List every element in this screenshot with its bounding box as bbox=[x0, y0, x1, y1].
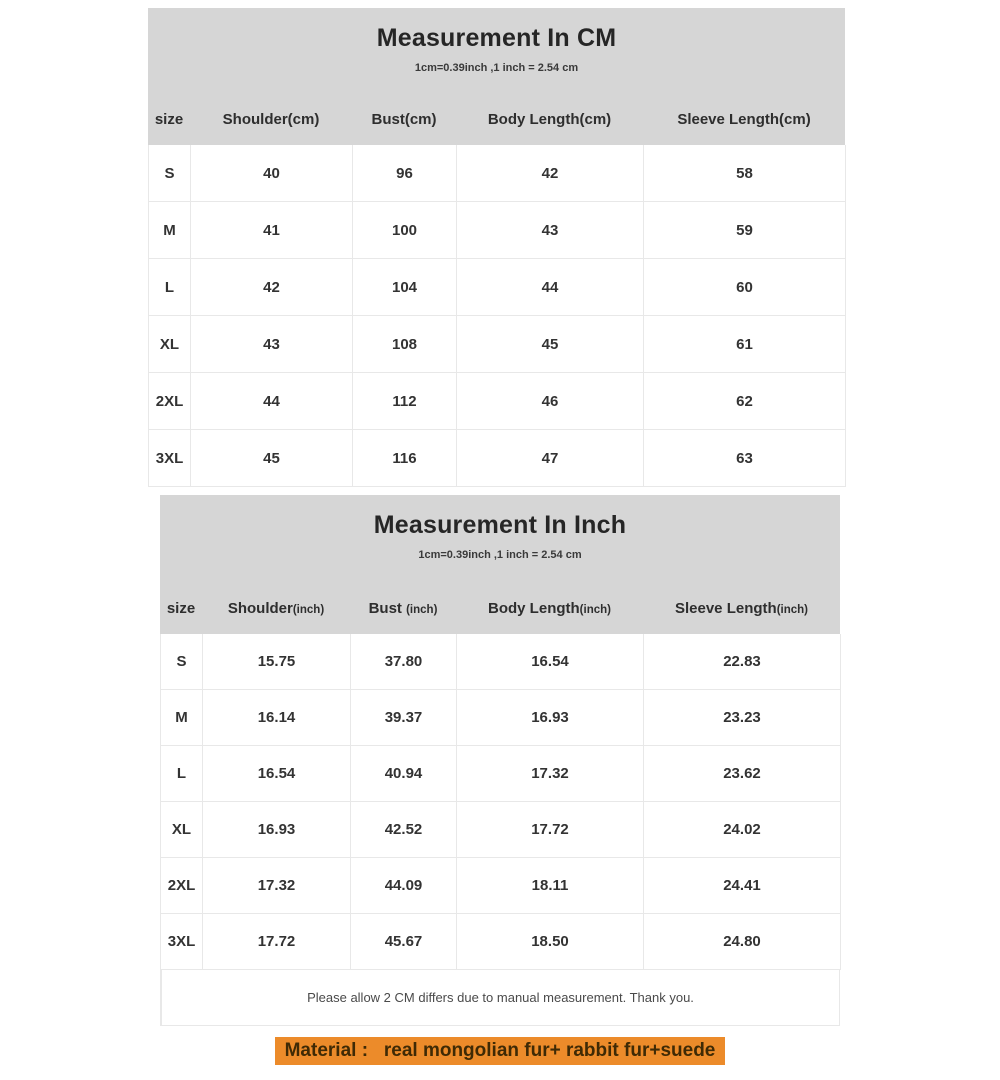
table-row bbox=[161, 858, 840, 914]
table-cell: 23.62 bbox=[644, 746, 841, 802]
table-cell: 17.72 bbox=[457, 802, 644, 858]
cm-table-title: Measurement In CM bbox=[376, 24, 617, 52]
table-cell: 45 bbox=[191, 430, 353, 487]
table-row bbox=[149, 145, 845, 202]
table-row bbox=[149, 316, 845, 373]
table-cell: 39.37 bbox=[351, 690, 457, 746]
table-cell: 46 bbox=[457, 373, 644, 430]
table-cell: 108 bbox=[353, 316, 457, 373]
table-cell: 18.50 bbox=[457, 914, 644, 970]
table-cell: 16.93 bbox=[203, 802, 351, 858]
size-cell: 2XL bbox=[161, 858, 203, 914]
column-header-size: size bbox=[166, 599, 196, 617]
table-cell: 104 bbox=[353, 259, 457, 316]
size-cell: XL bbox=[149, 316, 191, 373]
table-cell: 58 bbox=[644, 145, 846, 202]
table-cell: 16.93 bbox=[457, 690, 644, 746]
table-cell: 96 bbox=[353, 145, 457, 202]
column-header-body-length: Body Length(cm) bbox=[487, 110, 612, 128]
inch-table-header bbox=[160, 495, 840, 634]
table-row bbox=[161, 634, 840, 690]
table-cell: 116 bbox=[353, 430, 457, 487]
table-cell: 47 bbox=[457, 430, 644, 487]
table-cell: 24.41 bbox=[644, 858, 841, 914]
size-cell: 2XL bbox=[149, 373, 191, 430]
cm-table-body bbox=[148, 145, 845, 487]
measurement-inch-table bbox=[160, 495, 840, 1026]
table-cell: 59 bbox=[644, 202, 846, 259]
table-cell: 43 bbox=[191, 316, 353, 373]
size-cell: S bbox=[149, 145, 191, 202]
table-row bbox=[161, 802, 840, 858]
column-header-size: size bbox=[154, 110, 184, 128]
measurement-note: Please allow 2 CM differs due to manual measurement. Thank you. bbox=[161, 970, 840, 1026]
inch-column-header-row bbox=[160, 582, 840, 634]
size-cell: M bbox=[161, 690, 203, 746]
table-cell: 17.32 bbox=[457, 746, 644, 802]
column-header-bust: Bust (inch) bbox=[368, 599, 438, 617]
table-cell: 63 bbox=[644, 430, 846, 487]
size-cell: L bbox=[161, 746, 203, 802]
table-cell: 44.09 bbox=[351, 858, 457, 914]
size-cell: L bbox=[149, 259, 191, 316]
column-header-sleeve-length: Sleeve Length(cm) bbox=[677, 110, 811, 128]
table-cell: 16.54 bbox=[203, 746, 351, 802]
table-cell: 17.72 bbox=[203, 914, 351, 970]
table-cell: 112 bbox=[353, 373, 457, 430]
table-row bbox=[161, 746, 840, 802]
table-row bbox=[161, 914, 840, 970]
table-cell: 40 bbox=[191, 145, 353, 202]
inch-table-body bbox=[160, 634, 840, 1026]
column-header-shoulder: Shoulder(cm) bbox=[222, 110, 320, 128]
size-cell: 3XL bbox=[161, 914, 203, 970]
table-cell: 44 bbox=[457, 259, 644, 316]
table-cell: 41 bbox=[191, 202, 353, 259]
table-cell: 23.23 bbox=[644, 690, 841, 746]
table-row bbox=[149, 430, 845, 487]
table-cell: 45 bbox=[457, 316, 644, 373]
table-row bbox=[149, 202, 845, 259]
table-cell: 43 bbox=[457, 202, 644, 259]
table-cell: 15.75 bbox=[203, 634, 351, 690]
table-cell: 16.14 bbox=[203, 690, 351, 746]
table-cell: 17.32 bbox=[203, 858, 351, 914]
cm-column-header-row bbox=[148, 93, 845, 145]
column-header-body-length: Body Length(inch) bbox=[488, 599, 611, 617]
size-cell: 3XL bbox=[149, 430, 191, 487]
table-cell: 100 bbox=[353, 202, 457, 259]
column-header-sleeve-length: Sleeve Length(inch) bbox=[674, 599, 808, 617]
table-cell: 42.52 bbox=[351, 802, 457, 858]
table-cell: 16.54 bbox=[457, 634, 644, 690]
inch-table-subtitle: 1cm=0.39inch ,1 inch = 2.54 cm bbox=[418, 549, 582, 561]
cm-table-subtitle: 1cm=0.39inch ,1 inch = 2.54 cm bbox=[414, 62, 579, 74]
material-line bbox=[0, 1037, 1000, 1065]
table-row bbox=[149, 259, 845, 316]
table-cell: 37.80 bbox=[351, 634, 457, 690]
size-cell: M bbox=[149, 202, 191, 259]
material-highlight: Material : real mongolian fur+ rabbit fur+suede bbox=[275, 1037, 726, 1065]
column-header-shoulder: Shoulder(inch) bbox=[227, 599, 325, 617]
measurement-cm-table bbox=[148, 8, 845, 487]
table-cell: 45.67 bbox=[351, 914, 457, 970]
table-cell: 24.80 bbox=[644, 914, 841, 970]
size-cell: XL bbox=[161, 802, 203, 858]
table-cell: 42 bbox=[191, 259, 353, 316]
size-cell: S bbox=[161, 634, 203, 690]
table-cell: 60 bbox=[644, 259, 846, 316]
table-cell: 42 bbox=[457, 145, 644, 202]
table-row bbox=[149, 373, 845, 430]
cm-table-header bbox=[148, 8, 845, 145]
table-cell: 18.11 bbox=[457, 858, 644, 914]
table-cell: 61 bbox=[644, 316, 846, 373]
table-row bbox=[161, 690, 840, 746]
table-cell: 40.94 bbox=[351, 746, 457, 802]
table-cell: 24.02 bbox=[644, 802, 841, 858]
column-header-bust: Bust(cm) bbox=[371, 110, 437, 128]
table-cell: 44 bbox=[191, 373, 353, 430]
table-cell: 22.83 bbox=[644, 634, 841, 690]
table-cell: 62 bbox=[644, 373, 846, 430]
inch-table-title: Measurement In Inch bbox=[373, 511, 627, 539]
